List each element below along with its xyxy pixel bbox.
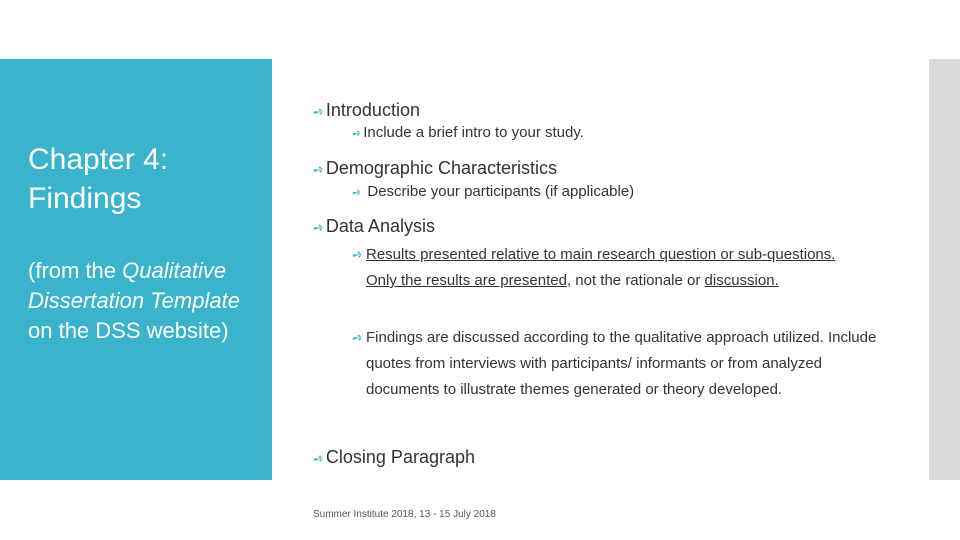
- bullet-closing: [313, 447, 475, 468]
- introduction-sub: Include a brief intro to your study.: [363, 124, 584, 141]
- data-analysis-heading: Data Analysis: [325, 216, 435, 236]
- demographics-heading: Demographic Characteristics: [325, 158, 557, 178]
- bullet-data-analysis: [313, 216, 435, 237]
- arrow-bullet-icon: ➺: [351, 186, 363, 200]
- subtitle-suffix: on the DSS website): [28, 318, 229, 343]
- arrow-bullet-icon: ➺: [350, 329, 365, 346]
- introduction-heading: Introduction: [325, 100, 420, 120]
- slide-title: Chapter 4: Findings: [28, 143, 169, 215]
- results-underlined-text: Results presented relative to main research question or sub-questions. Only the results are presented,: [366, 246, 836, 289]
- bullet-introduction-sub: [352, 124, 584, 141]
- bullet-demographics-sub: [352, 183, 634, 200]
- subtitle-prefix: (from the: [28, 258, 123, 283]
- results-rest-text: not the rationale or: [571, 272, 705, 289]
- results-end-text: discussion.: [704, 272, 779, 289]
- arrow-bullet-icon: ➺: [311, 161, 326, 178]
- arrow-bullet-icon: ➺: [311, 450, 326, 467]
- arrow-bullet-icon: ➺: [351, 127, 363, 141]
- closing-heading: Closing Paragraph: [325, 447, 475, 467]
- arrow-bullet-icon: ➺: [350, 246, 365, 263]
- bullet-demographics: [313, 158, 557, 179]
- arrow-bullet-icon: ➺: [311, 103, 326, 120]
- results-paragraph: [366, 242, 858, 294]
- slide-footer: Summer Institute 2018, 13 - 15 July 2018: [313, 509, 496, 520]
- template-name: Qualitative Dissertation Template: [28, 258, 240, 313]
- arrow-bullet-icon: ➺: [311, 219, 326, 236]
- bullet-introduction: [313, 100, 420, 121]
- demographics-sub: Describe your participants (if applicable): [363, 183, 635, 200]
- findings-paragraph: Findings are discussed according to the qualitative approach utilized. Include quotes from interviews with participants/ informants or from analyzed documents to illustrate themes generated or theory developed.: [366, 329, 877, 398]
